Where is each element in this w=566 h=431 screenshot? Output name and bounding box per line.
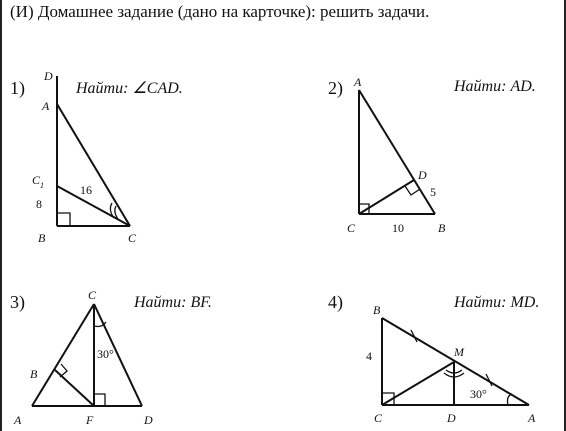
problem-4-task: Найти: MD. xyxy=(454,294,540,311)
fig4-label-m: M xyxy=(454,345,464,359)
fig1-label-c1-sub: 1 xyxy=(40,181,44,190)
fig1-label-a: A xyxy=(42,99,50,113)
figure-4 xyxy=(366,303,536,425)
fig3-label-b: B xyxy=(30,367,38,381)
fig1-label-c1: C xyxy=(32,173,41,187)
problem-1-number: 1) xyxy=(10,78,25,98)
fig1-label-b: B xyxy=(38,231,46,245)
fig1-right-angle-mark xyxy=(57,213,70,226)
fig3-side-ac xyxy=(32,304,94,406)
fig1-label-d: D xyxy=(44,69,53,83)
fig3-segment-fb xyxy=(55,370,94,406)
figure-1 xyxy=(32,69,137,245)
fig3-label-d: D xyxy=(144,413,153,427)
fig4-label-b: B xyxy=(373,303,381,317)
fig1-value-16: 16 xyxy=(80,183,92,197)
fig2-label-a: A xyxy=(354,75,362,89)
fig4-label-d: D xyxy=(447,411,456,425)
geometry-figures xyxy=(2,0,566,431)
problem-4-number: 4) xyxy=(328,292,343,312)
fig2-label-b: B xyxy=(438,221,446,235)
fig3-right-angle-f xyxy=(94,394,105,406)
fig2-altitude-cd xyxy=(359,180,414,214)
fig1-side-ac xyxy=(57,104,130,226)
fig4-value-4: 4 xyxy=(366,349,372,363)
figure-3 xyxy=(13,288,153,427)
fig1-label-c: C xyxy=(128,231,137,245)
fig4-label-a: A xyxy=(528,411,536,425)
fig3-label-c: C xyxy=(88,288,97,302)
figure-2 xyxy=(347,75,446,235)
fig4-label-c: C xyxy=(374,411,383,425)
fig4-value-30: 30° xyxy=(470,387,487,401)
fig2-value-10: 10 xyxy=(392,221,404,235)
fig2-label-c: C xyxy=(347,221,356,235)
fig2-side-ab xyxy=(359,90,435,214)
problem-2-task: Найти: AD. xyxy=(454,78,536,95)
fig3-value-30: 30° xyxy=(97,347,114,361)
assignment-header: (И) Домашнее задание (дано на карточке): решить задачи. xyxy=(10,2,430,21)
fig1-value-8: 8 xyxy=(36,197,42,211)
fig2-value-5: 5 xyxy=(430,185,436,199)
problem-3-task: Найти: BF. xyxy=(134,294,212,311)
fig2-label-d: D xyxy=(418,168,427,182)
problem-1-task: Найти: ∠CAD. xyxy=(76,80,183,97)
fig3-label-a: A xyxy=(14,413,22,427)
problem-3-number: 3) xyxy=(10,292,25,312)
fig3-label-f: F xyxy=(86,413,94,427)
problem-2-number: 2) xyxy=(328,78,343,98)
fig4-median-cm xyxy=(382,362,454,405)
